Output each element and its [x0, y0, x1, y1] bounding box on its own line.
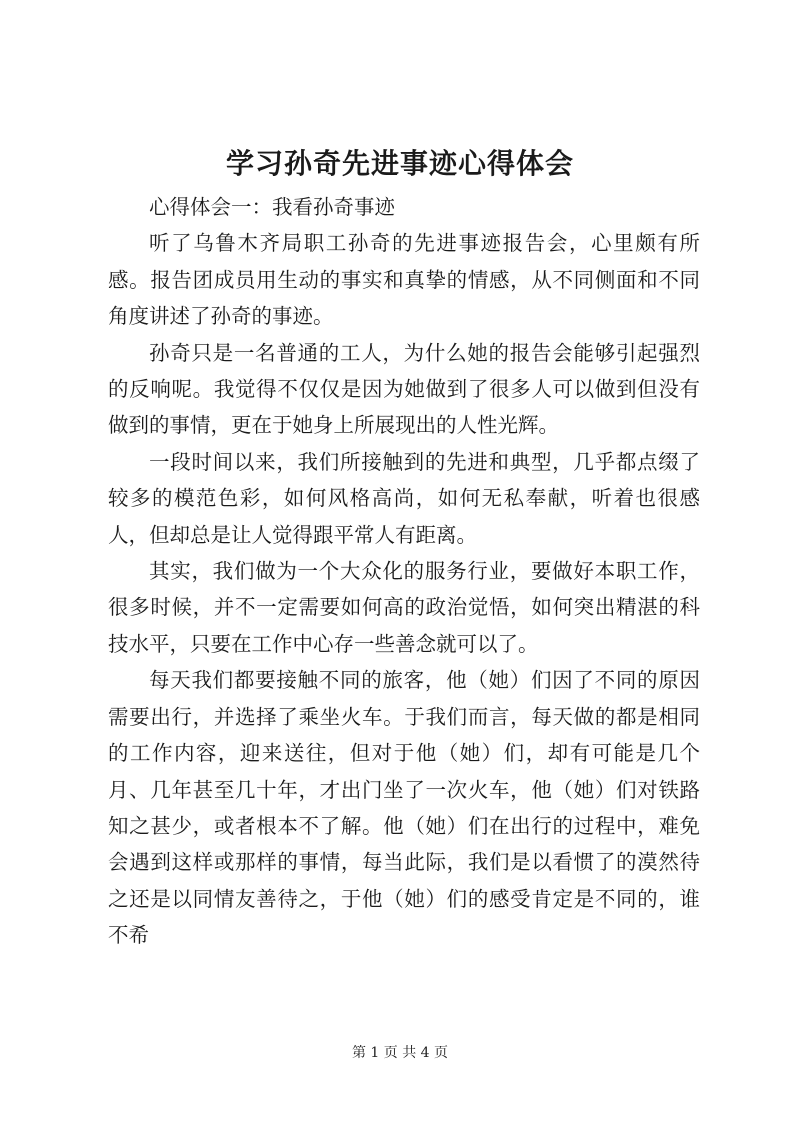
paragraph: 其实，我们做为一个大众化的服务行业，要做好本职工作，很多时候，并不一定需要如何高的政治觉悟，如何突出精湛的科技水平，只要在工作中心存一些善念就可以了。: [108, 559, 700, 656]
document-title: 学习孙奇先进事迹心得体会: [225, 147, 574, 180]
paragraph: 每天我们都要接触不同的旅客，他（她）们因了不同的原因需要出行，并选择了乘坐火车。于我们而言，每天做的都是相同的工作内容，迎来送往，但对于他（她）们，却有可能是几个月、几年甚至几十年，才出门坐了一次火车，他（她）们对铁路知之甚少，或者根本不了解。他（她）们在出行的过程中，难免会遇到这样或那样的事情，每当此际，我们是以看惯了的漠然待之还是以同情友善待之，于他（她）们的感受肯定是不同的，谁不希: [108, 668, 700, 948]
page-number-footer: 第 1 页 共 4 页: [351, 1045, 449, 1061]
document-body: [108, 189, 700, 954]
paragraph: 孙奇只是一名普通的工人，为什么她的报告会能够引起强烈的反响呢。我觉得不仅仅是因为她做到了很多人可以做到但没有做到的事情，更在于她身上所展现出的人性光辉。: [108, 340, 700, 438]
paragraph: 听了乌鲁木齐局职工孙奇的先进事迹报告会，心里颇有所感。报告团成员用生动的事实和真挚的情感，从不同侧面和不同角度讲述了孙奇的事迹。: [108, 231, 700, 329]
paragraph: 心得体会一：我看孙奇事迹: [149, 195, 395, 219]
paragraph: 一段时间以来，我们所接触到的先进和典型，几乎都点缀了较多的模范色彩，如何风格高尚，如何无私奉献，听着也很感人，但却总是让人觉得跟平常人有距离。: [108, 449, 700, 547]
